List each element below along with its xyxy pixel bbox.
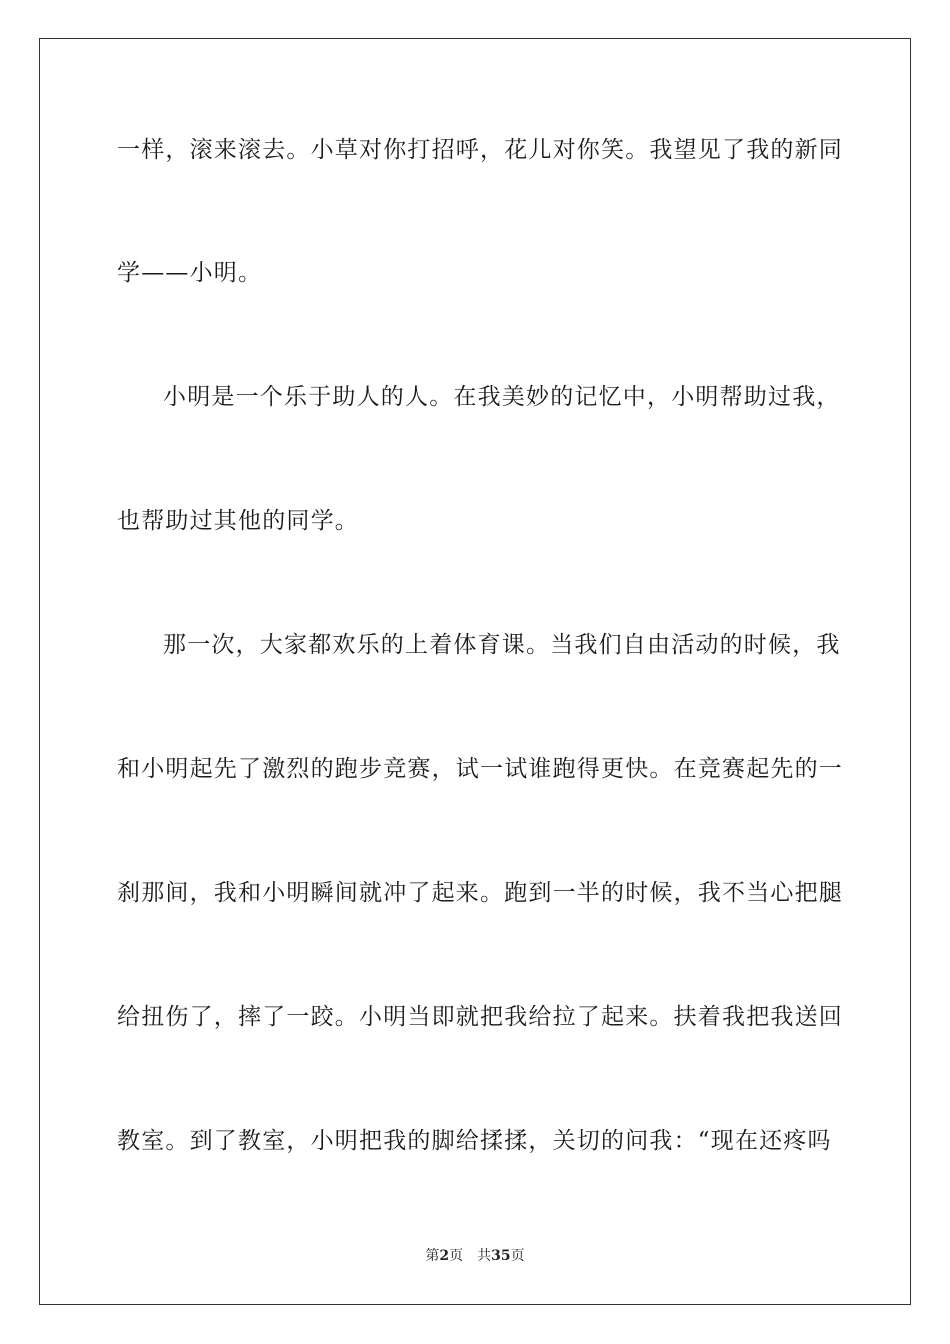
text-line-5-paragraph-start: 那一次，大家都欢乐的上着体育课。当我们自由活动的时候，我 [163,632,841,658]
footer-page-suffix: 页 [449,1248,464,1264]
footer-page-number: 2 [439,1248,450,1264]
text-line-6: 和小明起先了激烈的跑步竞赛，试一试谁跑得更快。在竞赛起先的一 [117,756,843,782]
text-line-7: 刹那间，我和小明瞬间就冲了起来。跑到一半的时候，我不当心把腿 [117,880,843,906]
text-line-1: 一样，滚来滚去。小草对你打招呼，花儿对你笑。我望见了我的新同 [117,137,843,163]
page-border [39,38,911,1305]
text-line-9: 教室。到了教室，小明把我的脚给揉揉，关切的问我：“现在还疼吗 [117,1128,832,1154]
text-line-8: 给扭伤了，摔了一跤。小明当即就把我给拉了起来。扶着我把我送回 [117,1004,843,1030]
footer-total-prefix: 共 [477,1248,492,1264]
text-line-2: 学——小明。 [117,260,263,286]
footer-total-suffix: 页 [510,1248,525,1264]
text-line-3-paragraph-start: 小明是一个乐于助人的人。在我美妙的记忆中，小明帮助过我， [163,384,841,410]
footer-total-pages: 35 [491,1248,511,1264]
text-line-4: 也帮助过其他的同学。 [117,508,359,534]
page-footer [0,1247,950,1265]
footer-page-prefix: 第 [425,1248,440,1264]
